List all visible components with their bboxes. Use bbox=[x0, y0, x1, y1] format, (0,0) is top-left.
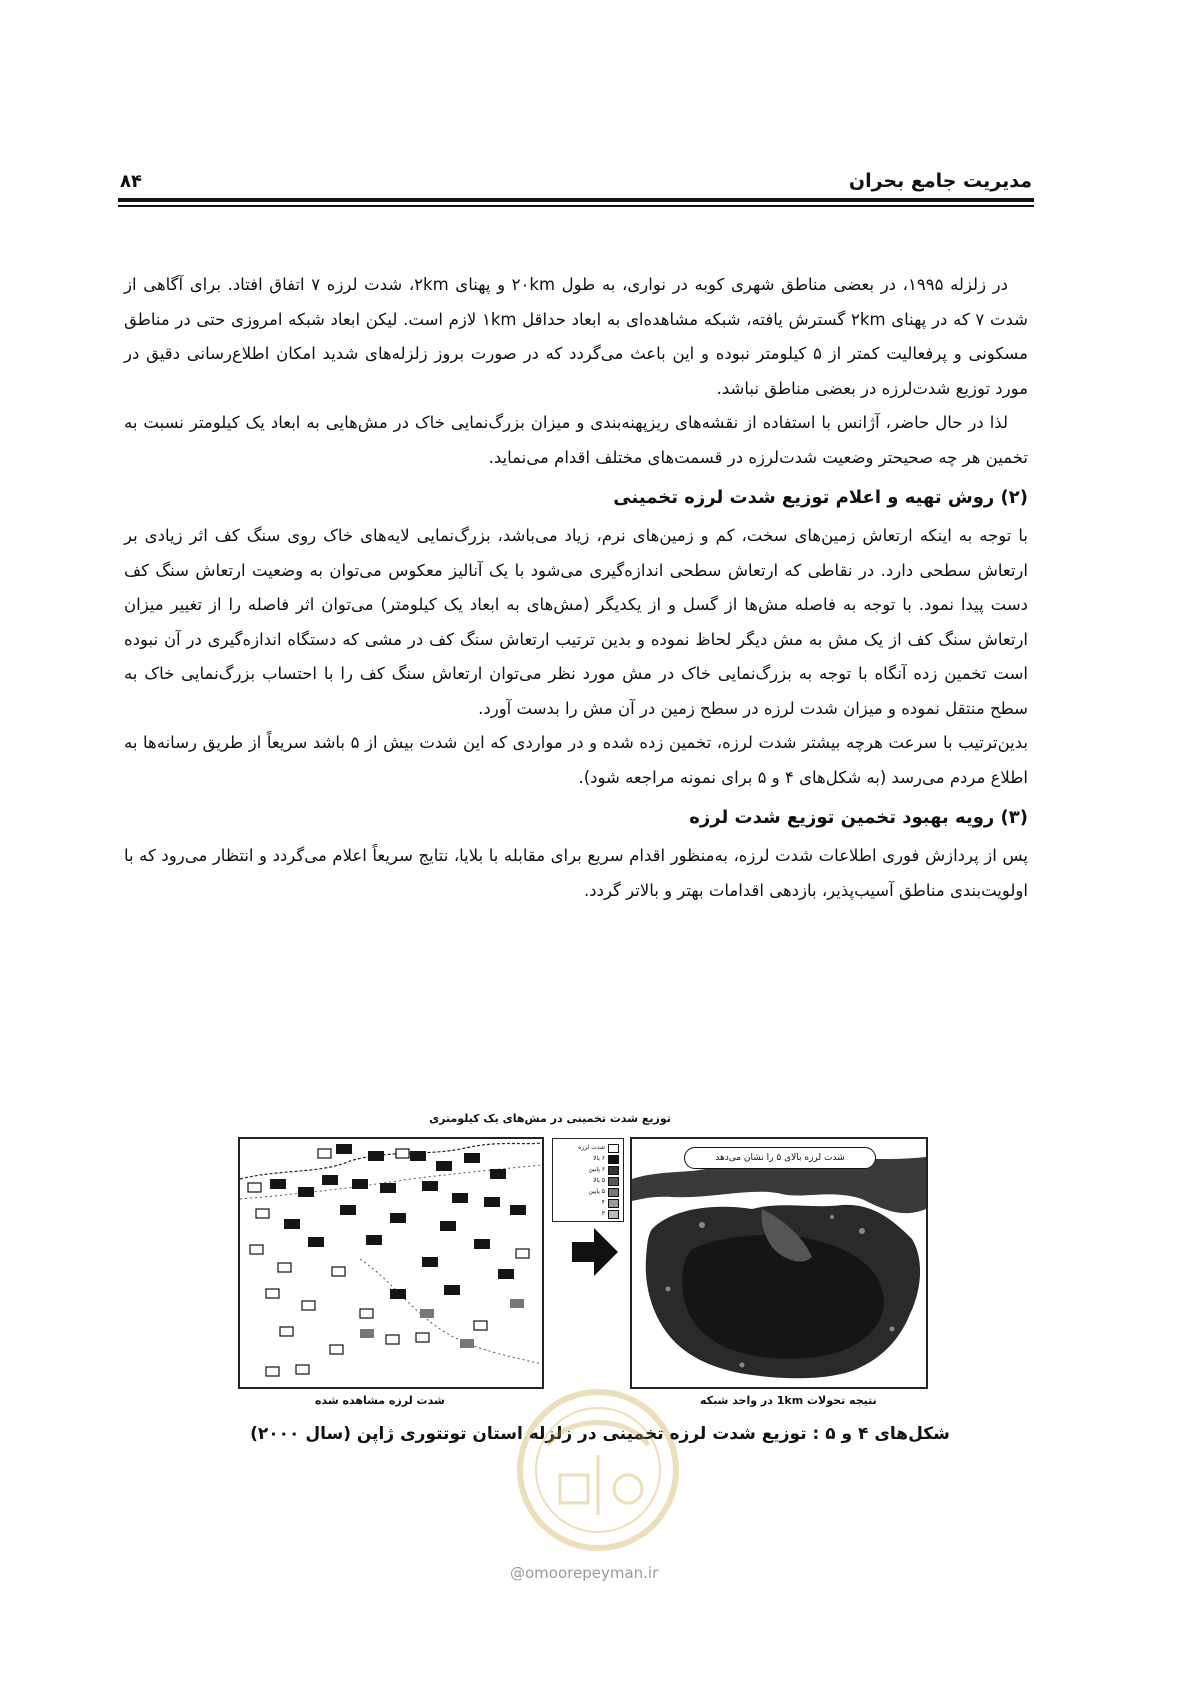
legend-swatch bbox=[608, 1177, 619, 1186]
paragraph-announce: بدین‌ترتیب با سرعت هرچه بیشتر شدت لرزه، تخمین زده شده و در مواردی که این شدت بیش از ۵ باشد سریعاً از طریق رسانه‌ها به اطلاع مردم می‌رسد (به شکل‌های ۴ و ۵ برای نمونه مراجعه شود). bbox=[124, 733, 1029, 787]
figure-title: توزیع شدت تخمینی در مش‌های یک کیلومتری bbox=[429, 1112, 671, 1125]
legend-label: ۶ بالا bbox=[592, 1155, 605, 1162]
paragraph-agency: لذا در حال حاضر، آژانس با استفاده از نقشه‌های ریزپهنه‌بندی و میزان بزرگ‌نمایی خاک در مش‌هایی به ابعاد یک کیلومتر نسبت به تخمین هر چه صحیحتر وضعیت شدت‌لرزه در قسمت‌های مختلف اقدام می‌نماید. bbox=[124, 413, 1028, 467]
intensity-legend bbox=[552, 1138, 624, 1222]
header-rule-thick bbox=[118, 198, 1034, 202]
watermark-seal-icon bbox=[488, 1375, 708, 1555]
legend-row bbox=[557, 1154, 619, 1164]
paragraph-improvement: پس از پردازش فوری اطلاعات شدت لرزه، به‌منظور اقدام سریع برای مقابله با بلایا، نتایج سریعاً اعلام می‌گردد و انتظار می‌رود که با اولویت‌بندی مناطق آسیب‌پذیر، بازدهی اقدامات بهتر و بالاتر گردد. bbox=[124, 846, 1028, 900]
page-number: ۸۴ bbox=[120, 171, 142, 192]
legend-label: ۵ پایین bbox=[588, 1188, 605, 1195]
book-title: مدیریت جامع بحران bbox=[848, 170, 1032, 192]
legend-label: ۳ bbox=[601, 1210, 605, 1217]
legend-swatch bbox=[608, 1144, 619, 1153]
figure-caption: شکل‌های ۴ و ۵ : توزیع شدت لرزه تخمینی در زلزله استان توتتوری ژاپن (سال ۲۰۰۰) bbox=[250, 1424, 950, 1444]
estimated-intensity-map bbox=[630, 1137, 928, 1389]
legend-label: ۶ پایین bbox=[588, 1166, 605, 1173]
header-rule-thin bbox=[118, 205, 1034, 207]
legend-swatch bbox=[608, 1210, 619, 1219]
paragraph-method: با توجه به اینکه ارتعاش زمین‌های سخت، کم و زمین‌های نرم، زیاد می‌باشد، بزرگ‌نمایی لایه‌های خاک روی سنگ کف اثر زیادی بر ارتعاش سطحی دارد. در نقاطی که ارتعاش سطحی اندازه‌گیری می‌شود با یک آنالیز معکوس می‌توان به وضعیت ارتعاش سنگ کف دست پیدا نمود. با توجه به فاصله مش‌ها از گسل و از یکدیگر (مش‌های به ابعاد یک کیلومتر) می‌توان اثر فاصله را از تغییر میزان ارتعاش سنگ کف از یک مش به مش دیگر لحاظ نموده و بدین ترتیب ارتعاش سنگ کف در مشی که دستگاه اندازه‌گیری در آن نبوده است تخمین زده آنگاه با توجه به بزرگ‌نمایی خاک در مش مورد نظر می‌توان ارتعاش سنگ کف را با احتساب بزرگ‌نمایی خاک به سطح منتقل نموده و میزان شدت لرزه در سطح زمین در آن مش را بدست آورد. bbox=[124, 526, 1028, 718]
observed-intensity-map bbox=[238, 1137, 544, 1389]
legend-row bbox=[557, 1209, 619, 1219]
legend-label: ۵ بالا bbox=[592, 1177, 605, 1184]
page-header bbox=[120, 168, 1032, 192]
estimated-map-label: نتیجه تحولات 1km در واحد شبکه bbox=[700, 1394, 877, 1407]
legend-swatch bbox=[608, 1199, 619, 1208]
legend-swatch bbox=[608, 1188, 619, 1197]
right-map-banner: شدت لرزه بالای ۵ را نشان می‌دهد bbox=[684, 1147, 876, 1169]
legend-row bbox=[557, 1187, 619, 1197]
legend-row bbox=[557, 1176, 619, 1186]
observed-map-graphic bbox=[240, 1139, 542, 1387]
observed-map-label: شدت لرزه مشاهده شده bbox=[315, 1394, 445, 1407]
legend-label: ۴ bbox=[601, 1199, 605, 1206]
legend-row bbox=[557, 1198, 619, 1208]
legend-label: شدت لرزه bbox=[578, 1144, 605, 1151]
footer-url: @omoorepeyman.ir bbox=[510, 1564, 659, 1582]
estimated-map-graphic bbox=[632, 1139, 926, 1387]
legend-swatch bbox=[608, 1155, 619, 1164]
section-heading-3: (۳) رویه بهبود تخمین توزیع شدت لرزه bbox=[689, 807, 1028, 828]
paragraph-kobe: در زلزله ۱۹۹۵، در بعضی مناطق شهری کوبه در نواری، به طول ۲۰km و پهنای ۲km، شدت لرزه ۷ اتفاق افتاد. برای آگاهی از شدت ۷ که در پهنای ۲km گسترش یافته، شبکه مشاهده‌ای به ابعاد حداقل ۱km لازم است. لیکن ابعاد شبکه امروزی حتی در مناطق مسکونی و پرفعالیت کمتر از ۵ کیلومتر نبوده و این باعث می‌گردد که در صورت بروز زلزله‌های شدید امکان اطلاع‌رسانی دقیق در مورد توزیع شدت‌لرزه در بعضی مناطق نباشد. bbox=[124, 275, 1029, 398]
section-heading-2: (۲) روش تهیه و اعلام توزیع شدت لرزه تخمینی bbox=[613, 487, 1028, 508]
arrow-right-icon bbox=[572, 1228, 618, 1276]
legend-swatch bbox=[608, 1166, 619, 1175]
body-text bbox=[124, 268, 1028, 908]
legend-row bbox=[557, 1165, 619, 1175]
legend-row bbox=[557, 1143, 619, 1153]
